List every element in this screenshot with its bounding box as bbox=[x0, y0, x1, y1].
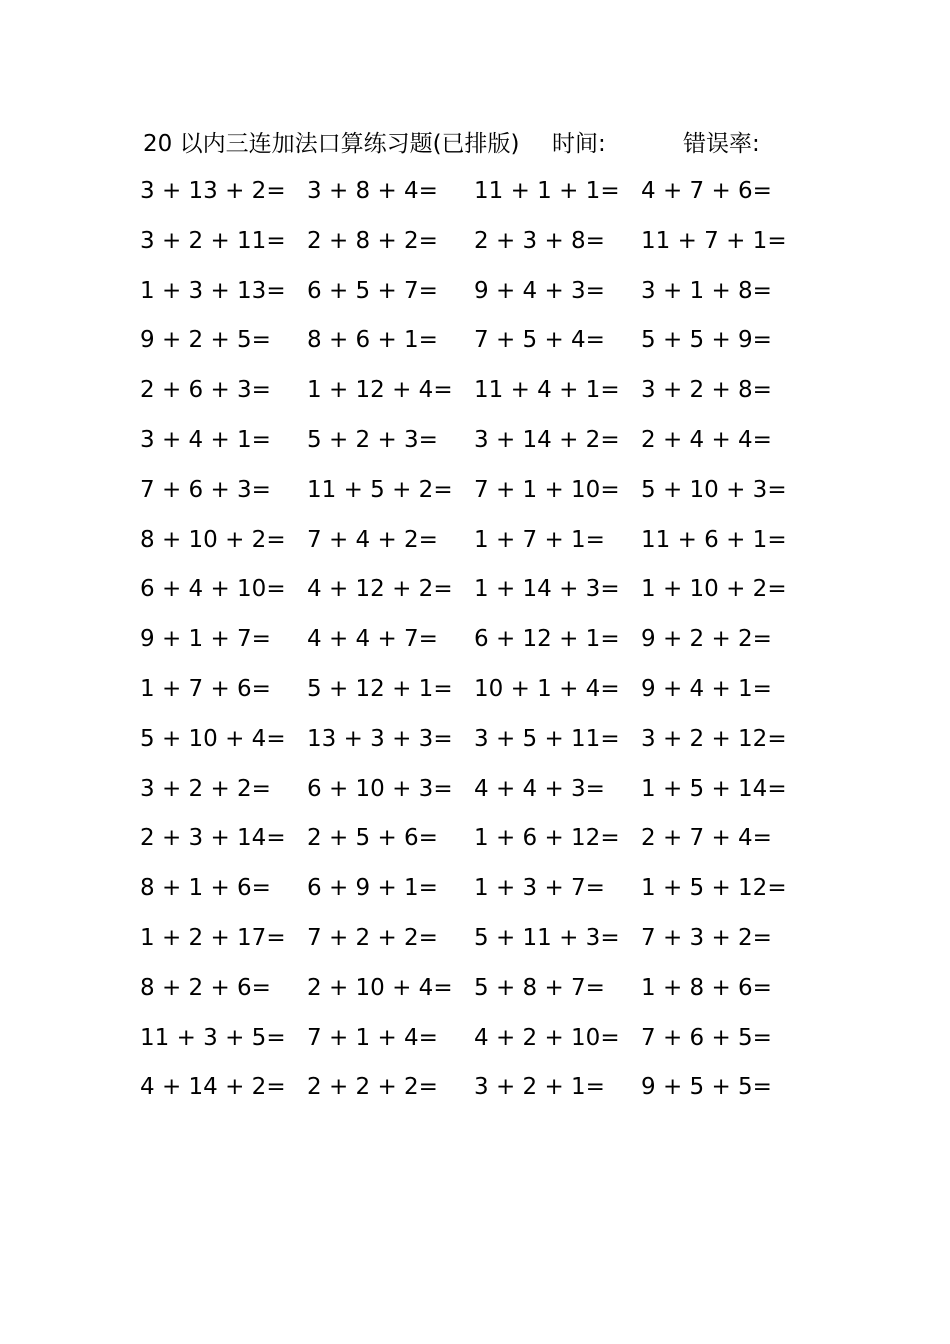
problem-item: 7 + 2 + 2= bbox=[307, 924, 438, 951]
problem-item: 3 + 2 + 2= bbox=[140, 775, 271, 802]
problem-item: 3 + 1 + 8= bbox=[641, 277, 772, 304]
problem-row bbox=[140, 469, 787, 519]
problem-item: 5 + 12 + 1= bbox=[307, 675, 453, 702]
problem-row bbox=[140, 568, 787, 618]
problem-row bbox=[140, 867, 787, 917]
problem-item: 3 + 13 + 2= bbox=[140, 178, 286, 204]
problem-item: 4 + 4 + 7= bbox=[307, 626, 438, 653]
problem-item: 7 + 3 + 2= bbox=[641, 924, 772, 951]
problem-item: 10 + 1 + 4= bbox=[474, 675, 620, 702]
problem-item: 5 + 5 + 9= bbox=[641, 327, 772, 354]
problem-item: 2 + 3 + 8= bbox=[474, 227, 605, 254]
problem-item: 2 + 5 + 6= bbox=[307, 825, 438, 852]
problem-item: 6 + 4 + 10= bbox=[140, 576, 286, 603]
problem-item: 4 + 12 + 2= bbox=[307, 576, 453, 603]
problem-item: 1 + 7 + 1= bbox=[474, 526, 605, 553]
problem-item: 1 + 2 + 17= bbox=[140, 924, 286, 951]
problem-item: 3 + 2 + 12= bbox=[641, 725, 787, 752]
problem-item: 9 + 4 + 1= bbox=[641, 675, 772, 702]
problem-item: 9 + 2 + 2= bbox=[641, 626, 772, 653]
problem-item: 3 + 4 + 1= bbox=[140, 426, 271, 453]
problem-grid bbox=[140, 170, 787, 1116]
problem-item: 9 + 2 + 5= bbox=[140, 327, 271, 354]
problem-item: 6 + 5 + 7= bbox=[307, 277, 438, 304]
problem-item: 8 + 2 + 6= bbox=[140, 974, 271, 1001]
problem-item: 11 + 3 + 5= bbox=[140, 1024, 286, 1051]
problem-item: 7 + 1 + 10= bbox=[474, 476, 620, 503]
problem-row bbox=[140, 817, 780, 867]
problem-item: 2 + 4 + 4= bbox=[641, 426, 772, 453]
problem-item: 5 + 8 + 7= bbox=[474, 974, 605, 1001]
problem-item: 1 + 3 + 7= bbox=[474, 875, 605, 902]
problem-item: 7 + 1 + 4= bbox=[307, 1024, 438, 1051]
problem-item: 5 + 2 + 3= bbox=[307, 426, 438, 453]
problem-row bbox=[140, 519, 787, 569]
problem-item: 3 + 8 + 4= bbox=[307, 178, 438, 204]
problem-item: 11 + 7 + 1= bbox=[641, 227, 787, 254]
problem-row bbox=[140, 967, 780, 1017]
problem-item: 5 + 11 + 3= bbox=[474, 924, 620, 951]
worksheet-title: 20 以内三连加法口算练习题(已排版) bbox=[143, 131, 520, 157]
problem-item: 3 + 5 + 11= bbox=[474, 725, 620, 752]
problem-item: 5 + 10 + 3= bbox=[641, 476, 787, 503]
problem-item: 1 + 3 + 13= bbox=[140, 277, 286, 304]
problem-item: 1 + 5 + 12= bbox=[641, 875, 787, 902]
problem-row bbox=[140, 1017, 780, 1067]
problem-item: 9 + 5 + 5= bbox=[641, 1074, 772, 1101]
problem-row bbox=[140, 718, 787, 768]
problem-row bbox=[140, 319, 780, 369]
problem-row bbox=[140, 419, 780, 469]
problem-item: 8 + 10 + 2= bbox=[140, 526, 286, 553]
error-rate-label: 错误率: bbox=[683, 131, 760, 157]
problem-item: 7 + 6 + 3= bbox=[140, 476, 271, 503]
problem-item: 1 + 7 + 6= bbox=[140, 675, 271, 702]
problem-item: 4 + 7 + 6= bbox=[641, 178, 772, 204]
problem-item: 2 + 8 + 2= bbox=[307, 227, 438, 254]
problem-item: 2 + 3 + 14= bbox=[140, 825, 286, 852]
problem-item: 11 + 4 + 1= bbox=[474, 377, 620, 404]
problem-item: 9 + 4 + 3= bbox=[474, 277, 605, 304]
problem-item: 11 + 5 + 2= bbox=[307, 476, 453, 503]
problem-item: 7 + 6 + 5= bbox=[641, 1024, 772, 1051]
problem-row bbox=[140, 768, 787, 818]
problem-item: 13 + 3 + 3= bbox=[307, 725, 453, 752]
problem-item: 1 + 12 + 4= bbox=[307, 377, 453, 404]
problem-item: 2 + 6 + 3= bbox=[140, 377, 271, 404]
problem-item: 7 + 5 + 4= bbox=[474, 327, 605, 354]
problem-row bbox=[140, 917, 780, 967]
problem-row bbox=[140, 618, 780, 668]
problem-row bbox=[140, 668, 780, 718]
problem-item: 1 + 6 + 12= bbox=[474, 825, 620, 852]
problem-item: 2 + 7 + 4= bbox=[641, 825, 772, 852]
problem-item: 8 + 1 + 6= bbox=[140, 875, 271, 902]
problem-item: 9 + 1 + 7= bbox=[140, 626, 271, 653]
problem-row bbox=[140, 1066, 780, 1116]
problem-item: 4 + 14 + 2= bbox=[140, 1074, 286, 1101]
problem-item: 8 + 6 + 1= bbox=[307, 327, 438, 354]
problem-item: 3 + 14 + 2= bbox=[474, 426, 620, 453]
problem-item: 1 + 10 + 2= bbox=[641, 576, 787, 603]
problem-item: 6 + 12 + 1= bbox=[474, 626, 620, 653]
problem-item: 3 + 2 + 11= bbox=[140, 227, 286, 254]
problem-item: 7 + 4 + 2= bbox=[307, 526, 438, 553]
problem-item: 2 + 10 + 4= bbox=[307, 974, 453, 1001]
problem-item: 6 + 9 + 1= bbox=[307, 875, 438, 902]
problem-item: 1 + 5 + 14= bbox=[641, 775, 787, 802]
problem-item: 6 + 10 + 3= bbox=[307, 775, 453, 802]
problem-item: 5 + 10 + 4= bbox=[140, 725, 286, 752]
problem-item: 11 + 1 + 1= bbox=[474, 178, 620, 204]
problem-item: 4 + 4 + 3= bbox=[474, 775, 605, 802]
problem-item: 2 + 2 + 2= bbox=[307, 1074, 438, 1101]
problem-row bbox=[140, 270, 780, 320]
worksheet-header bbox=[143, 124, 783, 164]
problem-item: 1 + 14 + 3= bbox=[474, 576, 620, 603]
problem-row bbox=[140, 220, 787, 270]
problem-item: 4 + 2 + 10= bbox=[474, 1024, 620, 1051]
problem-item: 11 + 6 + 1= bbox=[641, 526, 787, 553]
time-label: 时间: bbox=[552, 131, 606, 157]
problem-row bbox=[140, 369, 780, 419]
problem-item: 3 + 2 + 8= bbox=[641, 377, 772, 404]
problem-row bbox=[140, 170, 780, 220]
problem-item: 3 + 2 + 1= bbox=[474, 1074, 605, 1101]
problem-item: 1 + 8 + 6= bbox=[641, 974, 772, 1001]
